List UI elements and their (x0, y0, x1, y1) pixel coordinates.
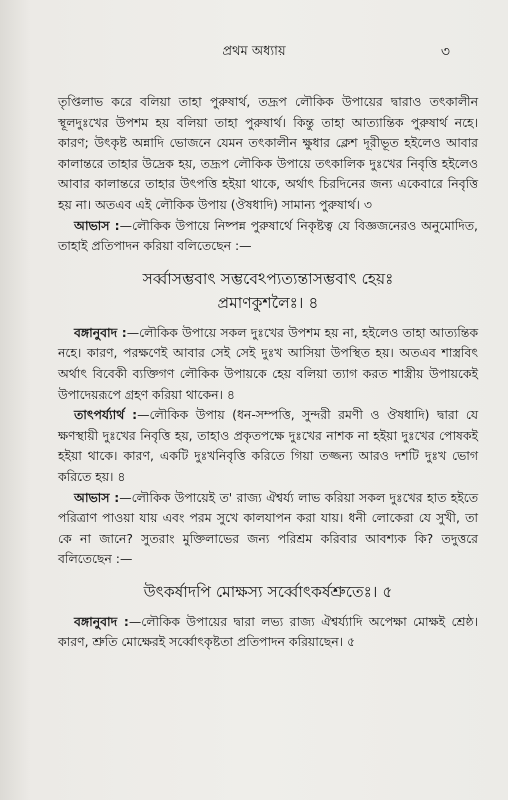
sutra-4-line-1: সর্ব্বাসম্ভবাৎ সম্ভবেঽপ্যত্যন্তাসম্ভবাৎ হেয়ঃ (142, 269, 394, 288)
sutra-5-line-1: উৎকর্ষাদপি মোক্ষস্য সর্ব্বোৎকর্ষশ্রুতেঃ। ৫ (143, 582, 393, 601)
tatparya-paragraph (58, 405, 478, 487)
abhas-paragraph-2 (58, 488, 478, 570)
translation-text-5: —লৌকিক উপায়ের দ্বারা লভ্য রাজ্য ঐশ্বর্য্যাদি অপেক্ষা মোক্ষই শ্রেষ্ঠ। কারণ, শ্রুতি মোক্ষেরই সর্ব্বোৎকৃষ্টতা প্রতিপাদন করিয়াছেন। ৫ (58, 613, 478, 650)
sutra-4-line-2: প্রমাণকুশলৈঃ। ৪ (217, 293, 319, 312)
translation-paragraph-5 (58, 612, 478, 653)
chapter-title: প্রথম অধ্যায় (222, 44, 286, 59)
sutra-5 (58, 580, 478, 604)
paragraph-continued: তৃপ্তিলাভ করে বলিয়া তাহা পুরুষার্থ, তদ্রূপ লৌকিক উপায়ের দ্বারাও তৎকালীন স্থূলদুঃখের উপশম হয় বলিয়া তাহা পুরুষার্থ। কিন্তু তাহা আত্যান্তিক পুরুষার্থ নহে। কারণ; উৎকৃষ্ট অন্নাদি ভোজনে যেমন তৎকালীন ক্ষুধার ক্লেশ দূরীভূত হইলেও আবার কালান্তরে তাহার উদ্রেক হয়, তদ্রূপ লৌকিক উপায়ে তৎকালিক দুঃখের নিবৃত্তি হইলেও আবার কালান্তরে তাহার উৎপত্তি হইয়া থাকে, অর্থাৎ চিরদিনের জন্য একেবারে নিবৃত্তি হয় না। অতএব এই লৌকিক উপায় (ঔষধাদি) সামান্য পুরুষার্থ। ৩ (58, 94, 478, 212)
tatparya-label: তাৎপর্য্যার্থ : (74, 407, 138, 423)
abhas-text-2: —লৌকিক উপায়েই ত' রাজ্য ঐশ্বর্য্য লাভ করিয়া সকল দুঃখের হাত হইতে পরিত্রাণ পাওয়া যায় এবং পরম সুখে কালযাপন করা যায়। ধনী লোকেরা যে সুখী, তা কে না জানে? সুতরাং মুক্তিলাভের জন্য পরিশ্রম করিবার আবশ্যক কি? তদুত্তরে বলিতেছেন :— (58, 489, 478, 567)
abhas-paragraph (58, 216, 478, 257)
abhas-label: আভাস : (74, 217, 120, 233)
translation-paragraph (58, 323, 478, 405)
translation-label: বঙ্গানুবাদ : (74, 324, 127, 340)
page-header (0, 42, 508, 64)
translation-label-5: বঙ্গানুবাদ : (74, 613, 129, 629)
page-number: ৩ (440, 44, 450, 60)
translation-text: —লৌকিক উপায়ে সকল দুঃখের উপশম হয় না, হইলেও তাহা আত্যন্তিক নহে। কারণ, পরক্ষণেই আবার সেই সেই দুঃখ আসিয়া উপস্থিত হয়। অতএব শাস্ত্রবিৎ অর্থাৎ বিবেকী ব্যক্তিগণ লৌকিক উপায়কে হেয় বলিয়া ত্যাগ করত শাস্ত্রীয় উপায়কেই উপাদেয়রূপে গ্রহণ করিয়া থাকেন। ৪ (58, 324, 478, 402)
sutra-4 (58, 267, 478, 315)
tatparya-text: —লৌকিক উপায় (ধন-সম্পত্তি, সুন্দরী রমণী ও ঔষধাদি) দ্বারা যে ক্ষণস্থায়ী দুঃখের নিবৃত্তি হয়, তাহাও প্রকৃতপক্ষে দুঃখের নাশক না হইয়া দুঃখের পোষকই হইয়া থাকে। কারণ, একটি দুঃখনিবৃত্তি করিতে গিয়া তজ্জন্য আরও দশটি দুঃখ ভোগ করিতে হয়। ৪ (58, 407, 478, 484)
page-body (58, 92, 478, 653)
abhas-text: —লৌকিক উপায়ে নিষ্পন্ন পুরুষার্থে নিকৃষ্টত্ব যে বিজ্ঞজনেরও অনুমোদিত, তাহাই প্রতিপাদন করিয়া বলিতেছেন :— (58, 217, 478, 254)
abhas-label-2: আভাস : (74, 489, 120, 505)
